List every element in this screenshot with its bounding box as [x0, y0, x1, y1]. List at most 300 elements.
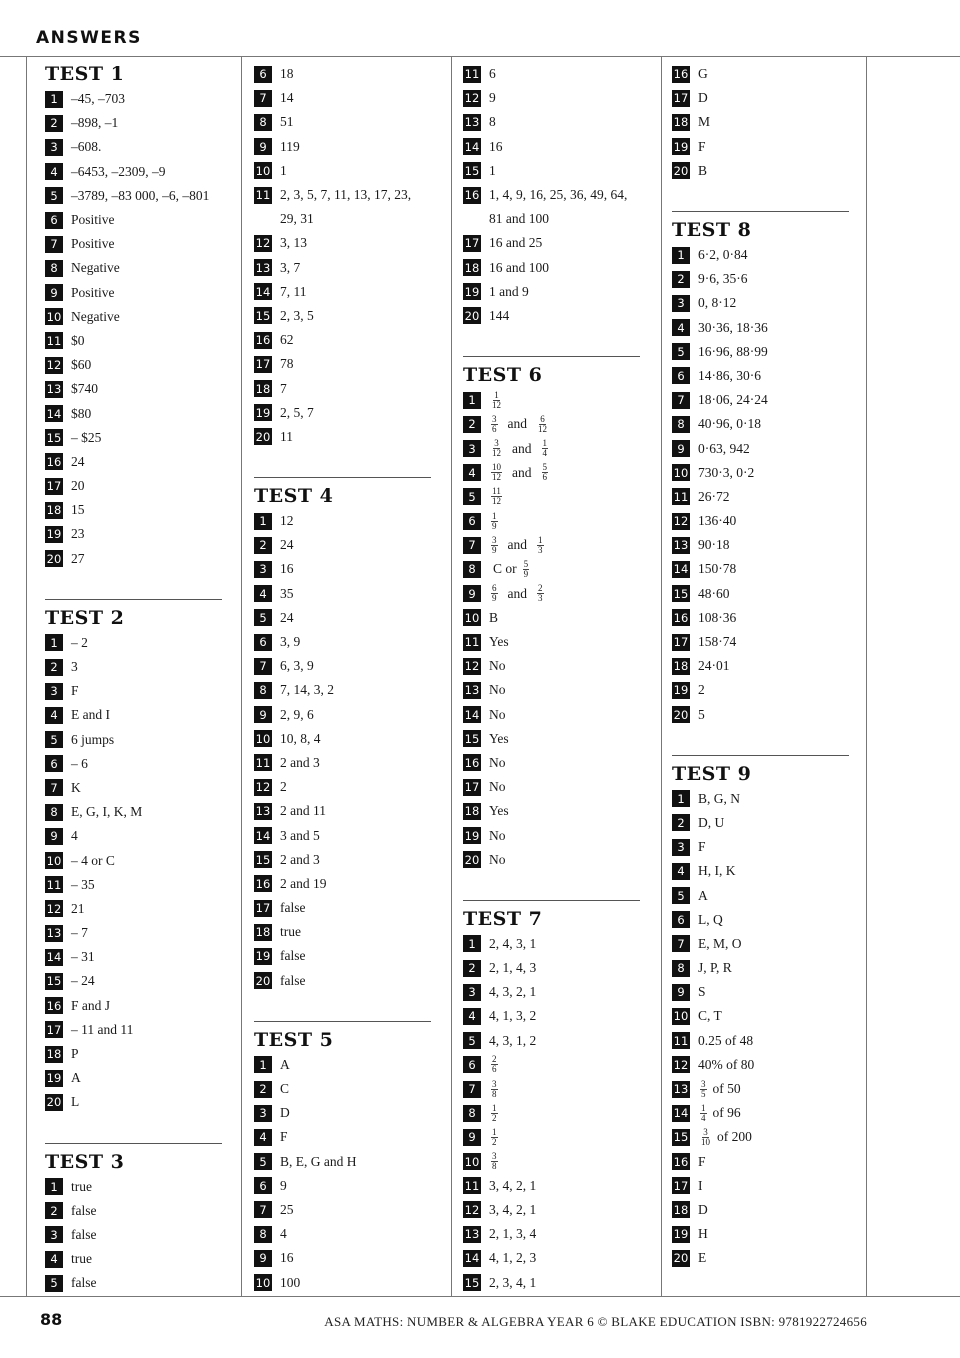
answer-text: – 35 [71, 876, 95, 892]
question-number-badge: 16 [46, 998, 62, 1013]
column-divider [451, 57, 452, 1296]
answer-text: 90·18 [698, 537, 730, 553]
fraction [491, 536, 498, 555]
answer-row [254, 207, 431, 231]
answer-row [672, 1077, 849, 1101]
answer-row [45, 1090, 222, 1114]
answer-row [254, 1246, 431, 1270]
answer-row [463, 412, 640, 436]
fraction [491, 391, 502, 410]
answer-text: No [489, 706, 506, 722]
fraction-numerator: 3 [492, 1078, 497, 1089]
answer-text: – 11 and 11 [71, 1021, 134, 1037]
question-number-badge: 9 [45, 284, 63, 301]
answer-text: J, P, R [698, 960, 732, 976]
answer-row [463, 654, 640, 678]
test-title: TEST 7 [463, 907, 543, 930]
question-number-badge: 20 [464, 308, 480, 323]
answer-text: 14·86, 30·6 [698, 367, 761, 383]
fraction-numerator: 11 [492, 486, 501, 497]
question-number-badge: 13 [46, 382, 62, 397]
answer-text: D [280, 1105, 290, 1121]
question-number-badge: 17 [673, 1178, 689, 1193]
question-number-badge: 8 [254, 114, 272, 131]
answer-text: 2 and 3 [280, 754, 320, 770]
answer-text: 4 [71, 828, 78, 844]
question-number-badge: 16 [464, 755, 480, 770]
answer-text: F and J [71, 997, 111, 1013]
answers-column-4 [672, 62, 849, 1270]
question-number-badge: 1 [254, 513, 272, 530]
answer-row [672, 630, 849, 654]
answer-row [254, 376, 431, 400]
answer-row [672, 1246, 849, 1270]
fraction [491, 1128, 498, 1147]
answer-row [463, 751, 640, 775]
question-number-badge: 19 [464, 284, 480, 299]
fraction [537, 415, 548, 434]
question-number-badge: 18 [464, 260, 480, 275]
question-number-badge: 4 [463, 464, 481, 481]
fraction [537, 536, 544, 555]
fraction-numerator: 6 [492, 583, 497, 594]
answer-text: H [698, 1226, 708, 1242]
question-number-badge: 7 [254, 1201, 272, 1218]
answer-row [254, 304, 431, 328]
question-number-badge: 15 [255, 308, 271, 323]
question-number-badge: 12 [46, 358, 62, 373]
answer-row [45, 474, 222, 498]
fraction-numerator: 5 [542, 462, 547, 473]
answer-row [463, 509, 640, 533]
question-number-badge: 9 [254, 138, 272, 155]
answer-row [45, 1247, 222, 1271]
fraction-numerator: 10 [492, 462, 501, 473]
answer-text: $60 [71, 357, 92, 373]
answer-row [254, 183, 431, 207]
answer-text: of 96 [712, 1105, 741, 1121]
fraction-denominator: 4 [701, 1112, 706, 1123]
question-number-badge: 5 [254, 609, 272, 626]
answer-text: Positive [71, 212, 115, 228]
question-number-badge: 8 [672, 960, 690, 977]
question-number-badge: 1 [45, 1178, 63, 1195]
answer-row [672, 364, 849, 388]
answer-row [45, 329, 222, 353]
fraction-numerator: 1 [494, 389, 499, 400]
answer-text: $0 [71, 332, 85, 348]
answer-row [463, 848, 640, 872]
answer-row [254, 1077, 431, 1101]
fraction-denominator: 4 [542, 448, 547, 459]
answer-row [463, 1270, 640, 1294]
fraction [491, 439, 502, 458]
answer-text: 81 and 100 [489, 211, 549, 227]
answer-text: 2, 1, 4, 3 [489, 960, 537, 976]
question-number-badge: 2 [45, 659, 63, 676]
answer-row [672, 1125, 849, 1149]
answer-text: 9 [280, 1177, 287, 1193]
question-number-badge: 7 [463, 1081, 481, 1098]
answer-row [254, 630, 431, 654]
answer-text: 16 [489, 138, 503, 154]
question-number-badge: 15 [673, 586, 689, 601]
fraction-denominator: 3 [538, 544, 543, 555]
answer-text: 9 [489, 90, 496, 106]
answer-row [672, 135, 849, 159]
question-number-badge: 14 [673, 562, 689, 577]
fraction-denominator: 12 [492, 496, 501, 507]
answer-row [672, 412, 849, 436]
question-number-badge: 15 [464, 1275, 480, 1290]
question-number-badge: 8 [254, 682, 272, 699]
answer-row [45, 1175, 222, 1199]
answer-row [672, 1004, 849, 1028]
answer-text: 9·6, 35·6 [698, 271, 748, 287]
answer-row [463, 1222, 640, 1246]
answer-row [254, 654, 431, 678]
answer-text: S [698, 984, 706, 1000]
answer-text: true [71, 1251, 92, 1267]
question-number-badge: 15 [46, 430, 62, 445]
answer-row [463, 606, 640, 630]
question-number-badge: 11 [46, 333, 62, 348]
test-title: TEST 1 [45, 63, 125, 85]
conjunction-text: and [507, 537, 527, 553]
answer-text: –608. [71, 139, 102, 155]
answer-text: false [71, 1202, 97, 1218]
question-number-badge: 10 [255, 731, 271, 746]
question-number-badge: 20 [255, 429, 271, 444]
answer-row [672, 62, 849, 86]
question-number-badge: 10 [255, 163, 271, 178]
question-number-badge: 4 [463, 1008, 481, 1025]
question-number-badge: 2 [45, 115, 63, 132]
header-rule [0, 56, 960, 57]
answer-text: 6·2, 0·84 [698, 247, 748, 263]
question-number-badge: 12 [255, 780, 271, 795]
answer-row [254, 1053, 431, 1077]
question-number-badge: 7 [45, 779, 63, 796]
question-number-badge: 20 [46, 551, 62, 566]
answer-row [45, 848, 222, 872]
answer-text: 2 and 3 [280, 851, 320, 867]
question-number-badge: 19 [46, 527, 62, 542]
question-number-badge: 6 [254, 66, 272, 83]
test-title: TEST 8 [672, 218, 752, 241]
question-number-badge: 16 [46, 454, 62, 469]
answer-row [254, 1174, 431, 1198]
question-number-badge: 13 [255, 804, 271, 819]
answer-row [672, 1222, 849, 1246]
answer-row [45, 135, 222, 159]
question-number-badge: 15 [673, 1130, 689, 1145]
answer-row [254, 110, 431, 134]
answer-text: 0, 8·12 [698, 295, 737, 311]
fraction [491, 1080, 498, 1099]
answer-row [45, 87, 222, 111]
section-divider [45, 599, 222, 600]
question-number-badge: 9 [45, 828, 63, 845]
answer-row [45, 160, 222, 184]
question-number-badge: 12 [255, 236, 271, 251]
fraction [491, 584, 498, 603]
answer-row [463, 304, 640, 328]
answer-text: 18·06, 24·24 [698, 392, 768, 408]
answer-text: 7 [280, 380, 287, 396]
fraction-numerator: 1 [542, 438, 547, 449]
fraction-numerator: 1 [701, 1102, 706, 1113]
question-number-badge: 17 [255, 901, 271, 916]
answer-text: F [698, 138, 706, 154]
answer-row [672, 436, 849, 460]
answer-text: Yes [489, 634, 509, 650]
answers-column-2 [254, 62, 431, 1295]
answer-text: B [489, 609, 499, 625]
question-number-badge: 18 [255, 925, 271, 940]
answer-row [254, 533, 431, 557]
answer-text: No [489, 658, 506, 674]
question-number-badge: 12 [464, 659, 480, 674]
answer-row [463, 1077, 640, 1101]
question-number-badge: 20 [673, 1251, 689, 1266]
question-number-badge: 3 [45, 1226, 63, 1243]
question-number-badge: 18 [673, 115, 689, 130]
answer-row [45, 498, 222, 522]
question-number-badge: 13 [255, 260, 271, 275]
answer-text: – 31 [71, 949, 95, 965]
fraction-denominator: 12 [492, 448, 501, 459]
answer-row [254, 509, 431, 533]
answer-row [45, 1223, 222, 1247]
answer-text: – 4 or C [71, 852, 115, 868]
answer-text: I [698, 1177, 703, 1193]
answer-row [672, 340, 849, 364]
answer-row [45, 945, 222, 969]
answer-text: 6 jumps [71, 731, 115, 747]
answer-row [254, 751, 431, 775]
answer-row [45, 1271, 222, 1295]
fraction-denominator: 2 [492, 1136, 497, 1147]
answer-row [672, 1029, 849, 1053]
question-number-badge: 7 [672, 392, 690, 409]
question-number-badge: 11 [46, 877, 62, 892]
answer-text: D [698, 1201, 708, 1217]
question-number-badge: 11 [673, 1033, 689, 1048]
section-divider [254, 477, 431, 478]
answer-row [45, 450, 222, 474]
answer-row [672, 316, 849, 340]
answer-text: 7, 11 [280, 283, 307, 299]
fraction-numerator: 1 [492, 1102, 497, 1113]
answer-row [672, 557, 849, 581]
fraction-denominator: 2 [492, 1112, 497, 1123]
question-number-badge: 19 [673, 1227, 689, 1242]
answer-text: F [698, 1153, 706, 1169]
answer-text: P [71, 1046, 79, 1062]
answer-row [45, 728, 222, 752]
column-divider [661, 57, 662, 1296]
question-number-badge: 14 [46, 406, 62, 421]
answer-row [254, 135, 431, 159]
question-number-badge: 19 [673, 139, 689, 154]
answer-row [45, 1199, 222, 1223]
question-number-badge: 10 [673, 465, 689, 480]
answer-row [254, 799, 431, 823]
question-number-badge: 13 [464, 683, 480, 698]
answer-text: false [280, 972, 306, 988]
answer-text: No [489, 827, 506, 843]
answer-text: 0·63, 942 [698, 440, 750, 456]
question-number-badge: 13 [673, 1082, 689, 1097]
footer-credit: ASA MATHS: NUMBER & ALGEBRA YEAR 6 © BLAKE EDUCATION ISBN: 9781922724656 [324, 1314, 867, 1329]
fraction [700, 1080, 707, 1099]
answer-row [672, 388, 849, 412]
question-number-badge: 9 [254, 1250, 272, 1267]
question-number-badge: 14 [255, 828, 271, 843]
question-number-badge: 9 [463, 1129, 481, 1146]
answer-text: 16 and 100 [489, 259, 549, 275]
fraction-numerator: 3 [703, 1126, 708, 1137]
fraction-denominator: 12 [492, 399, 501, 410]
question-number-badge: 15 [464, 163, 480, 178]
question-number-badge: 16 [255, 876, 271, 891]
answer-text: E, G, I, K, M [71, 804, 143, 820]
answer-text: – 6 [71, 755, 88, 771]
question-number-badge: 12 [673, 514, 689, 529]
answer-text: 100 [280, 1274, 301, 1290]
answer-text: 24·01 [698, 658, 730, 674]
answer-text: 2 [280, 779, 287, 795]
question-number-badge: 8 [463, 561, 481, 578]
fraction-numerator: 3 [492, 534, 497, 545]
fraction [491, 1104, 498, 1123]
answer-row [672, 908, 849, 932]
answer-row [254, 944, 431, 968]
answer-row [45, 401, 222, 425]
answer-row [463, 388, 640, 412]
question-number-badge: 9 [463, 585, 481, 602]
question-number-badge: 5 [45, 731, 63, 748]
answer-text: 1, 4, 9, 16, 25, 36, 49, 64, [489, 187, 628, 203]
question-number-badge: 10 [464, 610, 480, 625]
question-number-badge: 5 [254, 1153, 272, 1170]
section-divider [672, 755, 849, 756]
answer-row [672, 787, 849, 811]
question-number-badge: 18 [673, 659, 689, 674]
answer-text: Negative [71, 260, 120, 276]
answer-text: B, E, G and H [280, 1153, 357, 1169]
answer-row [672, 859, 849, 883]
answer-row [463, 678, 640, 702]
answer-text: Positive [71, 284, 115, 300]
answer-text: 16 and 25 [489, 235, 543, 251]
question-number-badge: 1 [45, 91, 63, 108]
answer-row [672, 461, 849, 485]
answer-text: C, T [698, 1008, 722, 1024]
answer-text: 15 [71, 502, 85, 518]
answer-row [254, 1101, 431, 1125]
answer-row [463, 980, 640, 1004]
question-number-badge: 10 [464, 1154, 480, 1169]
question-number-badge: 14 [464, 1251, 480, 1266]
fraction-denominator: 12 [538, 423, 547, 434]
answer-text: 51 [280, 114, 294, 130]
question-number-badge: 5 [45, 1275, 63, 1292]
answer-text: K [71, 779, 81, 795]
answer-text: 21 [71, 900, 85, 916]
answer-text: 3, 9 [280, 634, 301, 650]
question-number-badge: 8 [45, 804, 63, 821]
answer-row [45, 921, 222, 945]
answer-text: 1 [280, 162, 287, 178]
answer-text: 29, 31 [280, 211, 314, 227]
answer-text: Yes [489, 803, 509, 819]
answer-row [672, 883, 849, 907]
answer-row [672, 86, 849, 110]
question-number-badge: 10 [46, 853, 62, 868]
answer-row [45, 208, 222, 232]
answer-row [254, 86, 431, 110]
question-number-badge: 2 [672, 271, 690, 288]
answer-text: 16·96, 88·99 [698, 343, 768, 359]
question-number-badge: 8 [672, 416, 690, 433]
question-number-badge: 13 [464, 1227, 480, 1242]
fraction [523, 560, 530, 579]
answer-text: 2, 1, 3, 4 [489, 1226, 537, 1242]
fraction-denominator: 8 [492, 1161, 497, 1172]
answer-text: 2 and 11 [280, 803, 326, 819]
answer-row [45, 547, 222, 571]
question-number-badge: 11 [255, 188, 271, 203]
answer-row [254, 727, 431, 751]
answer-row [45, 994, 222, 1018]
answer-row [672, 835, 849, 859]
question-number-badge: 16 [464, 188, 480, 203]
question-number-badge: 9 [672, 440, 690, 457]
answer-text: 6 [489, 66, 496, 82]
answer-row [254, 256, 431, 280]
answer-text: false [280, 900, 306, 916]
answer-row [45, 426, 222, 450]
question-number-badge: 15 [255, 852, 271, 867]
answer-row [672, 606, 849, 630]
answer-text: 108·36 [698, 609, 737, 625]
fraction-denominator: 9 [492, 520, 497, 531]
fraction-denominator: 6 [492, 1064, 497, 1075]
answer-row [672, 811, 849, 835]
column-divider [241, 57, 242, 1296]
test-title: TEST 3 [45, 1150, 125, 1173]
question-number-badge: 5 [45, 187, 63, 204]
question-number-badge: 1 [672, 247, 690, 264]
answer-row [463, 775, 640, 799]
question-number-badge: 17 [464, 236, 480, 251]
answer-text: D [698, 90, 708, 106]
question-number-badge: 20 [673, 707, 689, 722]
fraction-denominator: 3 [538, 593, 543, 604]
answer-row [254, 920, 431, 944]
question-number-badge: 4 [672, 319, 690, 336]
fraction [491, 512, 498, 531]
answer-row [45, 897, 222, 921]
answer-text: 16 [280, 1250, 294, 1266]
answer-row [45, 377, 222, 401]
answer-text: 136·40 [698, 513, 737, 529]
answer-row [463, 703, 640, 727]
question-number-badge: 3 [45, 139, 63, 156]
question-number-badge: 16 [255, 333, 271, 348]
